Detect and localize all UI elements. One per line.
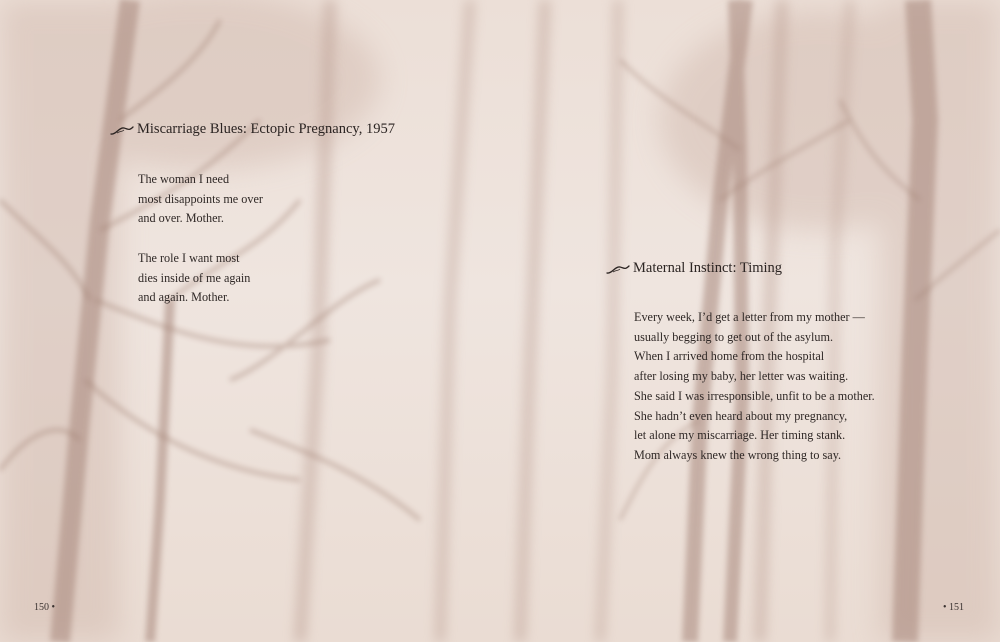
poem-title-maternal-instinct (606, 260, 782, 277)
right-page (500, 0, 1000, 642)
poem-line: Every week, I’d get a letter from my mother — (634, 310, 865, 324)
poem-title-text: Miscarriage Blues: Ectopic Pregnancy, 1957 (137, 121, 395, 137)
page-number: 150 • (34, 602, 56, 613)
page-number: • 151 (943, 602, 965, 613)
poem-line: most disappoints me over (138, 191, 263, 206)
stanza (138, 249, 263, 308)
poem-body (138, 170, 263, 308)
poem-line: let alone my miscarriage. Her timing stank. (634, 428, 846, 443)
poem-line: and over. Mother. (138, 211, 224, 226)
poem-line: dies inside of me again (138, 270, 251, 285)
poem-body (634, 308, 875, 466)
poem-line: The woman I need (138, 172, 230, 186)
poem-line: When I arrived home from the hospital (634, 349, 825, 364)
swash-ornament-icon (110, 124, 134, 136)
poem-title-miscarriage-blues (110, 121, 395, 138)
poem-line: usually begging to get out of the asylum. (634, 329, 834, 344)
poem-title-text: Maternal Instinct: Timing (633, 260, 783, 276)
poem-line: She said I was irresponsible, unfit to be a mother. (634, 388, 875, 403)
poem-line: Mom always knew the wrong thing to say. (634, 447, 842, 462)
poem-line: She hadn’t even heard about my pregnancy, (634, 408, 848, 423)
poem-line: The role I want most (138, 250, 240, 265)
stanza (634, 308, 875, 466)
swash-ornament-icon (606, 263, 630, 275)
stanza (138, 170, 263, 229)
poem-line: and again. Mother. (138, 290, 230, 305)
poem-line: after losing my baby, her letter was waiting. (634, 369, 849, 384)
